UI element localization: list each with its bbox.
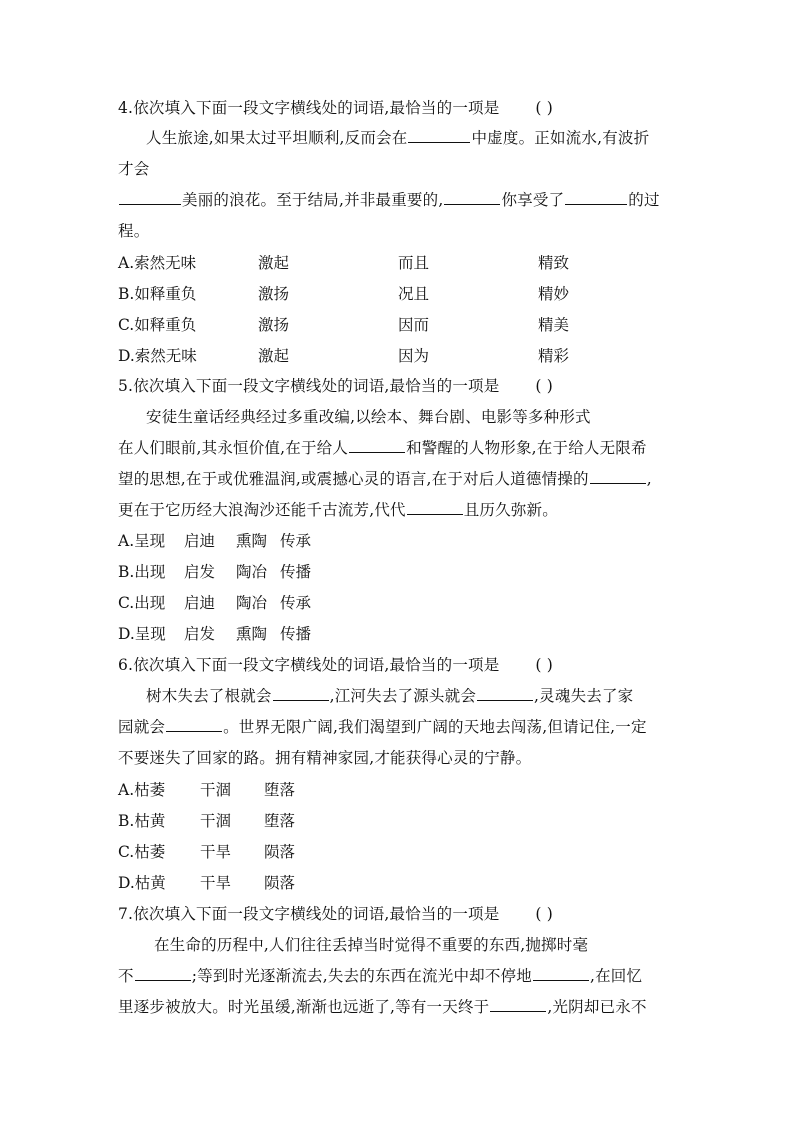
document-page: 4.依次填入下面一段文字横线处的词语,最恰当的一项是 ( ) 人生旅途,如果太过平坦顺利,反而会在 中虚度。正如流水,有波折 才会 美丽的浪花。至于结局,并非最重要的, 你享受了 的过 程。 A.索然无味 激起 而且 精致 B.如释重负 激扬 况且 精妙 C.如释重负 激扬 因而 精美 D.索然无味 激起 因为 精彩 5.依次填入下面一段文字横线处的词语,最恰当的一项是 ( ) 安徒生童话经典经过多重改编,以绘本、舞台剧、电影等多种形式 在人们眼前,其永恒价值,在于给人 和警醒的人物形象,在于给人无限希 望的思想,在于或优雅温润,或震撼心灵的语言,在于对后人道德情操的 , 更在于它历经大浪淘沙还能千古流芳,代代 且历久弥新。 A.呈现 启迪 熏陶 传承 B.出现 启发 陶冶 传播 C.出现 启迪 陶冶 传承 D.呈现 启发 熏陶 传播 6.依次填入下面一段文字横线处的词语,最恰当的一项是 ( ) 树木失去了根就会 ,江河失去了源头就会 ,灵魂失去了家 园就会 。世界无限广阔,我们渴望到广阔的天地去闯荡,但请记住,一定 不要迷失了回家的路。拥有精神家园,才能获得心灵的宁静。 A.枯萎 干涸 堕落 B.枯黄 干涸 堕落 C.枯萎 干旱 陨落 D.枯黄 干旱 陨落 7.依次填入下面一段文字横线处的词语,最恰当的一项是 ( ) 在生命的历程中,人们往往丢掉当时觉得不重要的东西,抛掷时毫 不 ;等到时光逐渐流去,失去的东西在流光中却不停地 ,在回忆 里逐步被放大。时光虽缓,渐渐也远逝了,等有一天终于 ,光阴却已永不 bbox=[0, 0, 794, 1123]
question-4-passage-line-2: 才会 bbox=[118, 160, 150, 178]
answer-parenthesis: ( ) bbox=[535, 905, 554, 923]
question-6-passage-line-1: 树木失去了根就会 ,江河失去了源头就会 ,灵魂失去了家 bbox=[146, 683, 678, 709]
fill-blank bbox=[273, 683, 329, 701]
question-5-passage-line-4: 更在于它历经大浪淘沙还能千古流芳,代代 且历久弥新。 bbox=[118, 497, 678, 523]
question-7-passage-line-3: 里逐步被放大。时光虽缓,渐渐也远逝了,等有一天终于 ,光阴却已永不 bbox=[118, 994, 678, 1020]
answer-parenthesis: ( ) bbox=[535, 377, 554, 395]
question-7-passage-line-2: 不 ;等到时光逐渐流去,失去的东西在流光中却不停地 ,在回忆 bbox=[118, 963, 678, 989]
question-5-passage-line-1: 安徒生童话经典经过多重改编,以绘本、舞台剧、电影等多种形式 bbox=[146, 408, 591, 426]
fill-blank bbox=[444, 187, 500, 205]
fill-blank bbox=[135, 963, 191, 981]
fill-blank bbox=[477, 683, 533, 701]
answer-parenthesis: ( ) bbox=[535, 656, 554, 674]
fill-blank bbox=[533, 963, 589, 981]
fill-blank bbox=[590, 466, 646, 484]
question-6-title: 6.依次填入下面一段文字横线处的词语,最恰当的一项是 ( ) bbox=[118, 652, 678, 678]
question-7-passage-line-1: 在生命的历程中,人们往往丢掉当时觉得不重要的东西,抛掷时毫 bbox=[154, 936, 589, 954]
fill-blank bbox=[408, 125, 470, 143]
question-5-passage-line-3: 望的思想,在于或优雅温润,或震撼心灵的语言,在于对后人道德情操的 , bbox=[118, 466, 678, 492]
answer-parenthesis: ( ) bbox=[535, 99, 554, 117]
fill-blank bbox=[490, 994, 546, 1012]
fill-blank bbox=[166, 714, 222, 732]
question-7-title: 7.依次填入下面一段文字横线处的词语,最恰当的一项是 ( ) bbox=[118, 901, 678, 927]
fill-blank bbox=[565, 187, 627, 205]
question-6-passage-line-2: 园就会 。世界无限广阔,我们渴望到广阔的天地去闯荡,但请记住,一定 bbox=[118, 714, 678, 740]
fill-blank bbox=[119, 187, 181, 205]
question-4-passage-line-1: 人生旅途,如果太过平坦顺利,反而会在 中虚度。正如流水,有波折 bbox=[146, 125, 678, 151]
question-5-passage-line-2: 在人们眼前,其永恒价值,在于给人 和警醒的人物形象,在于给人无限希 bbox=[118, 435, 678, 461]
fill-blank bbox=[407, 497, 463, 515]
question-5-title: 5.依次填入下面一段文字横线处的词语,最恰当的一项是 ( ) bbox=[118, 373, 678, 399]
fill-blank bbox=[349, 435, 405, 453]
question-4-passage-line-3: 美丽的浪花。至于结局,并非最重要的, 你享受了 的过 bbox=[118, 187, 678, 213]
question-4-title: 4.依次填入下面一段文字横线处的词语,最恰当的一项是 ( ) bbox=[118, 95, 678, 121]
question-6-passage-line-3: 不要迷失了回家的路。拥有精神家园,才能获得心灵的宁静。 bbox=[118, 749, 532, 767]
question-4-passage-line-4: 程。 bbox=[118, 222, 150, 240]
